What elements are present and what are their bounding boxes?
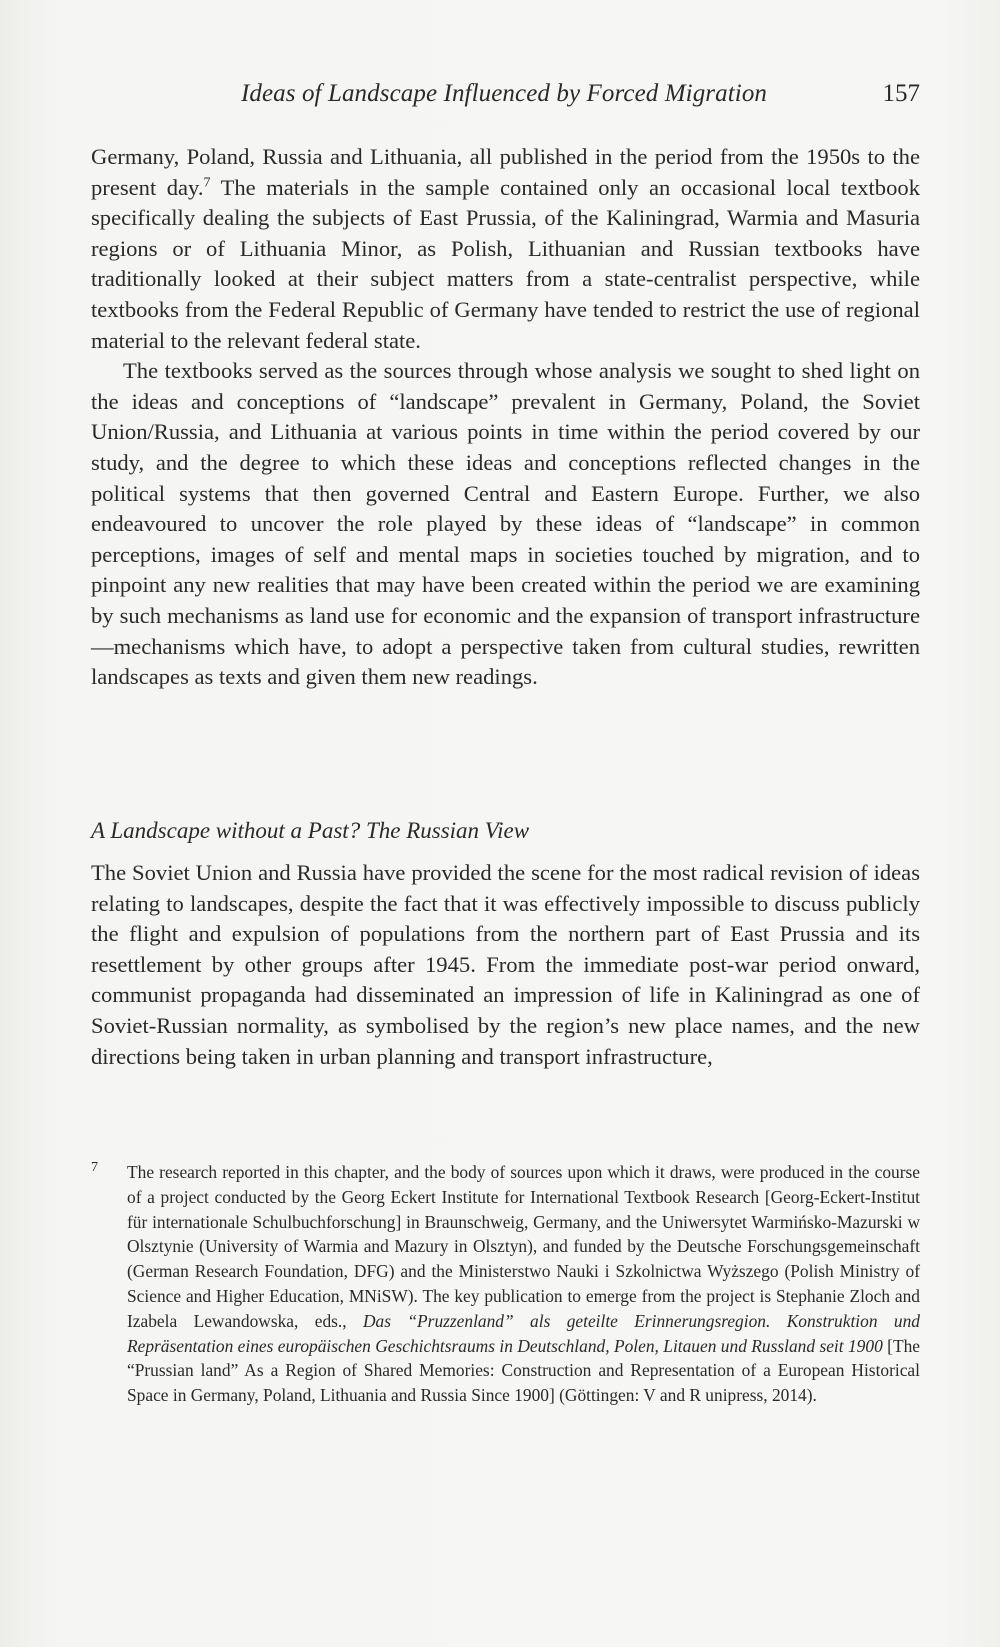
body-text xyxy=(91,142,920,693)
section-heading: A Landscape without a Past? The Russian View xyxy=(91,818,530,843)
footnote-marker: 7 xyxy=(91,1160,98,1175)
footnote-book-title: Das “Pruzzenland” als geteilte Erinnerungsregion. Konstruktion und Repräsentation eines europäischen Geschichtsraums in Deutschland, Polen, Litauen und Russland seit 1900 xyxy=(127,1310,920,1356)
paragraph-1-start: Germany, Poland, Russia and Lithuania, all published in the period from the 1950s to the present day. xyxy=(91,144,920,200)
running-head xyxy=(88,80,920,114)
footnote-text-part-1: The research reported in this chapter, and the body of sources upon which it draws, were produced in the course of a project conducted by the Georg Eckert Institute for International Textbook Research [Georg-Eckert-Institut für internationale Schulbuchforschung] in Braunschweig, Germany, and the Uniwersytet Warmińsko-Mazurski w Olsztynie (University of Warmia and Mazury in Olsztyn), and funded by the Deutsche Forschungsgemeinschaft (German Research Foundation, DFG) and the Ministerstwo Nauki i Szkolnictwa Wyższego (Polish Ministry of Science and Higher Education, MNiSW). The key publication to emerge from the project is Stephanie Zloch and Izabela Lewandowska, eds., xyxy=(127,1162,920,1331)
running-title: Ideas of Landscape Influenced by Forced Migration xyxy=(240,80,768,107)
section-paragraph: The Soviet Union and Russia have provided the scene for the most radical revision of ideas relating to landscapes, despite the fact that it was effectively impossible to discuss publicly the flight and expulsion of populations from the northern part of East Prussia and its resettlement by other groups after 1945. From the immediate post-war period onward, communist propaganda had disseminated an impression of life in Kaliningrad as one of Soviet-Russian normality, as symbolised by the region’s new place names, and the new directions being taken in urban planning and transport infrastructure, xyxy=(91,860,920,1069)
page-number: 157 xyxy=(882,80,920,107)
paragraph-1 xyxy=(91,142,920,356)
paragraph-1-rest: The materials in the sample contained only an occasional local textbook specifically dealing the subjects of East Prussia, of the Kaliningrad, Warmia and Masuria regions or of Lithuania Minor, as Polish, Lithuanian and Russian textbooks have traditionally looked at their subject matters from a state-centralist perspective, while textbooks from the Federal Republic of Germany have tended to restrict the use of regional material to the relevant federal state. xyxy=(91,174,920,353)
footnote xyxy=(91,1160,920,1408)
footnote-text xyxy=(127,1160,920,1408)
footnote-reference: 7 xyxy=(203,175,211,191)
paragraph-2: The textbooks served as the sources through whose analysis we sought to shed light on the ideas and conceptions of “landscape” prevalent in Germany, Poland, the Soviet Union/Russia, and Lithuania at various points in time within the period covered by our study, and the degree to which these ideas and conceptions reflected changes in the political systems that then governed Central and Eastern Europe. Further, we also endeavoured to uncover the role played by these ideas of “landscape” in common perceptions, images of self and mental maps in societies touched by migration, and to pinpoint any new realities that may have been created within the period we are examining by such mechanisms as land use for economic and the expansion of transport infrastructure—mechanisms which have, to adopt a perspective taken from cultural studies, rewritten landscapes as texts and given them new readings. xyxy=(91,358,920,690)
footnote-text-part-2: [The “Prussian land” As a Region of Shared Memories: Construction and Representation of a European Historical Space in Germany, Poland, Lithuania and Russia Since 1900] (Göttingen: V and R unipress, 2014). xyxy=(127,1335,920,1406)
